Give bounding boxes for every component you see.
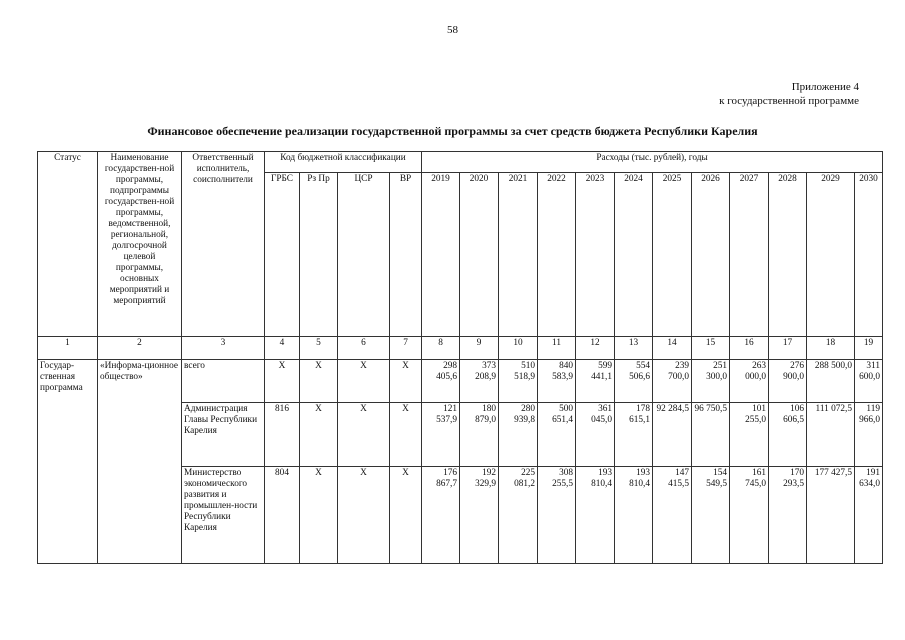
header-year: 2027	[730, 173, 769, 337]
header-year: 2021	[499, 173, 538, 337]
header-year: 2029	[807, 173, 855, 337]
header-year: 2026	[692, 173, 730, 337]
value-cell: 239 700,0	[653, 360, 692, 403]
column-number: 3	[182, 337, 265, 360]
value-cell: 121 537,9	[422, 403, 460, 467]
header-expenses: Расходы (тыс. рублей), годы	[422, 152, 883, 173]
header-year: 2023	[576, 173, 615, 337]
value-cell: 554 506,6	[615, 360, 653, 403]
code-cell: X	[300, 467, 338, 564]
column-number: 12	[576, 337, 615, 360]
value-cell: 192 329,9	[460, 467, 499, 564]
appendix-line-1: Приложение 4	[791, 81, 859, 93]
value-cell: 101 255,0	[730, 403, 769, 467]
value-cell: 154 549,5	[692, 467, 730, 564]
code-cell: X	[338, 360, 390, 403]
code-cell: X	[338, 403, 390, 467]
value-cell: 251 300,0	[692, 360, 730, 403]
value-cell: 599 441,1	[576, 360, 615, 403]
appendix-note	[719, 80, 859, 108]
code-cell: X	[338, 467, 390, 564]
value-cell: 161 745,0	[730, 467, 769, 564]
column-number: 10	[499, 337, 538, 360]
header-year: 2028	[769, 173, 807, 337]
status-cell: Государ-ственная программа	[38, 360, 98, 564]
value-cell: 311 600,0	[855, 360, 883, 403]
value-cell: 96 750,5	[692, 403, 730, 467]
column-number: 17	[769, 337, 807, 360]
value-cell: 280 939,8	[499, 403, 538, 467]
header-year: 2019	[422, 173, 460, 337]
column-number: 4	[265, 337, 300, 360]
column-number: 8	[422, 337, 460, 360]
header-year: 2020	[460, 173, 499, 337]
value-cell: 263 000,0	[730, 360, 769, 403]
column-number: 15	[692, 337, 730, 360]
appendix-line-2: к государственной программе	[719, 95, 859, 107]
value-cell: 193 810,4	[615, 467, 653, 564]
header-status: Статус	[38, 152, 98, 337]
executor-cell: всего	[182, 360, 265, 403]
value-cell: 92 284,5	[653, 403, 692, 467]
column-number: 1	[38, 337, 98, 360]
value-cell: 276 900,0	[769, 360, 807, 403]
page-number: 58	[447, 24, 458, 36]
value-cell: 500 651,4	[538, 403, 576, 467]
header-code-vr: ВР	[390, 173, 422, 337]
code-cell: X	[265, 360, 300, 403]
value-cell: 119 966,0	[855, 403, 883, 467]
budget-table	[37, 151, 883, 564]
header-year: 2022	[538, 173, 576, 337]
value-cell: 840 583,9	[538, 360, 576, 403]
header-code-rzpr: Рз Пр	[300, 173, 338, 337]
table-row	[38, 360, 883, 403]
header-year: 2025	[653, 173, 692, 337]
column-number: 5	[300, 337, 338, 360]
column-number: 6	[338, 337, 390, 360]
code-cell: X	[390, 360, 422, 403]
header-year: 2024	[615, 173, 653, 337]
code-cell: X	[300, 403, 338, 467]
header-row-1	[38, 152, 883, 173]
code-cell: 804	[265, 467, 300, 564]
column-number: 18	[807, 337, 855, 360]
value-cell: 193 810,4	[576, 467, 615, 564]
header-code-csr: ЦСР	[338, 173, 390, 337]
column-number: 7	[390, 337, 422, 360]
value-cell: 106 606,5	[769, 403, 807, 467]
column-number: 2	[98, 337, 182, 360]
value-cell: 510 518,9	[499, 360, 538, 403]
column-number: 11	[538, 337, 576, 360]
executor-cell: Администрация Главы Республики Карелия	[182, 403, 265, 467]
value-cell: 308 255,5	[538, 467, 576, 564]
value-cell: 178 615,1	[615, 403, 653, 467]
code-cell: X	[390, 467, 422, 564]
column-number: 13	[615, 337, 653, 360]
value-cell: 225 081,2	[499, 467, 538, 564]
column-number: 19	[855, 337, 883, 360]
column-number-row	[38, 337, 883, 360]
code-cell: 816	[265, 403, 300, 467]
value-cell: 170 293,5	[769, 467, 807, 564]
header-year: 2030	[855, 173, 883, 337]
header-budget-code: Код бюджетной классификации	[265, 152, 422, 173]
column-number: 9	[460, 337, 499, 360]
header-executor: Ответственный исполнитель, соисполнители	[182, 152, 265, 337]
value-cell: 288 500,0	[807, 360, 855, 403]
executor-cell: Министерство экономического развития и промышлен-ности Республики Карелия	[182, 467, 265, 564]
code-cell: X	[390, 403, 422, 467]
value-cell: 177 427,5	[807, 467, 855, 564]
value-cell: 361 045,0	[576, 403, 615, 467]
value-cell: 147 415,5	[653, 467, 692, 564]
header-name: Наименование государствен-ной программы, подпрограммы государствен-ной программы, ведомственной, региональной, долгосрочной целевой программы, основных мероприятий и мероприятий	[98, 152, 182, 337]
header-code-grbs: ГРБС	[265, 173, 300, 337]
column-number: 16	[730, 337, 769, 360]
value-cell: 373 208,9	[460, 360, 499, 403]
program-name-cell: «Информа-ционное общество»	[98, 360, 182, 564]
column-number: 14	[653, 337, 692, 360]
value-cell: 111 072,5	[807, 403, 855, 467]
document-title: Финансовое обеспечение реализации государственной программы за счет средств бюджета Республики Карелия	[147, 124, 758, 138]
code-cell: X	[300, 360, 338, 403]
value-cell: 180 879,0	[460, 403, 499, 467]
value-cell: 176 867,7	[422, 467, 460, 564]
value-cell: 191 634,0	[855, 467, 883, 564]
value-cell: 298 405,6	[422, 360, 460, 403]
